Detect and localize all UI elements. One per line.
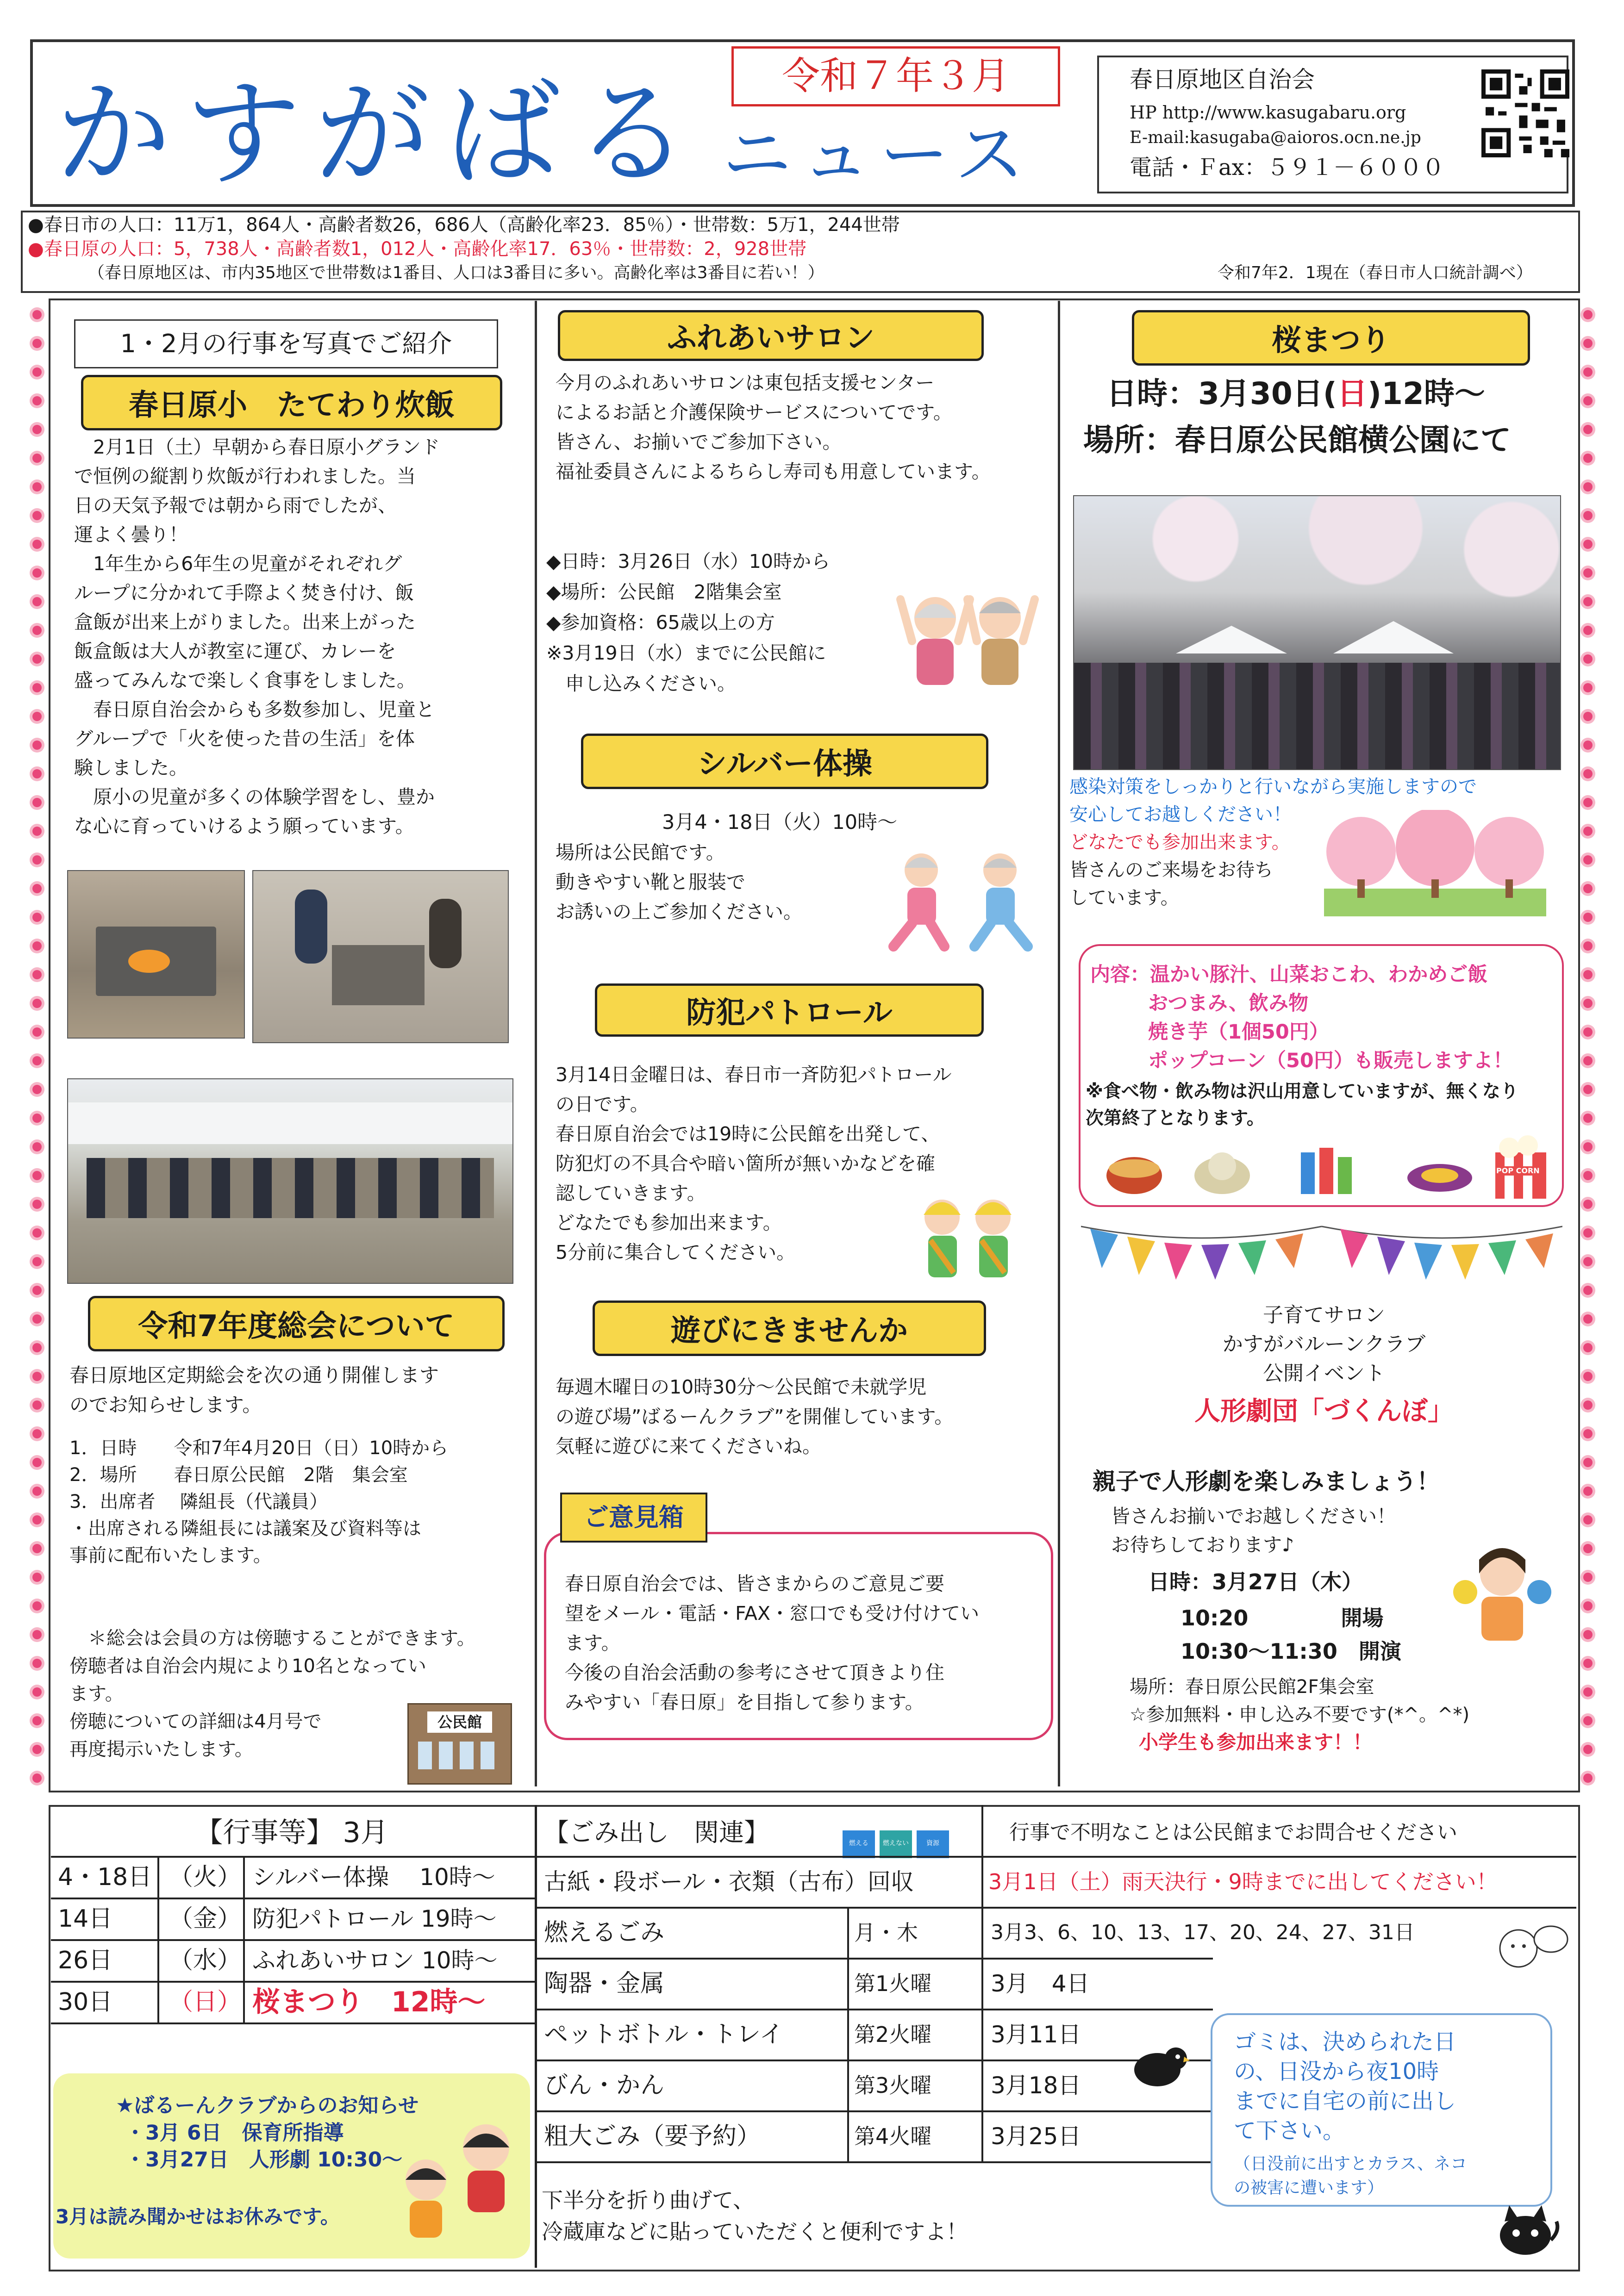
column-divider-left [535, 301, 537, 1786]
masthead-title: かすがばる [56, 67, 704, 201]
kids-event-date: 日時：3月27日（木） [1148, 1569, 1363, 1594]
district-note: （春日原地区は、市内35地区で世帯数は1番目、人口は3番目に多い。高齢化率は3番目に若い！） [88, 263, 824, 282]
sakura-date-suffix: )12時～ [1367, 376, 1485, 411]
sakura-flower-icon [32, 740, 42, 750]
kids-event-place: 場所：春日原公民館2F集会室 ☆参加無料・申し込み不要です(*^。^*) [1130, 1676, 1470, 1725]
sakura-flower-icon [1583, 1056, 1593, 1065]
sakura-flower-icon [32, 1257, 42, 1266]
schedule-event: 防犯パトロール 19時～ [252, 1905, 497, 1932]
garbage-title: 【ごみ出し 関連】 [544, 1818, 769, 1847]
garbage-schedule: 月・木 [854, 1920, 918, 1945]
garbage-item: びん・かん [544, 2072, 665, 2099]
sakura-flower-icon [32, 425, 42, 434]
popcorn-label: POP CORN [1496, 1166, 1540, 1175]
garbage-header-divider [981, 1805, 983, 1856]
garbage-schedule: 第3火曜 [854, 2073, 932, 2098]
sakura-flower-icon [1583, 482, 1593, 492]
sakura-flower-icon [32, 1400, 42, 1410]
sakura-flower-icon [32, 339, 42, 348]
salon-body: 今月のふれあいサロンは東包括支援センター によるお話と介護保険サービスについてです。 皆さん、お揃いでご参加下さい。 福祉委員さんによるちらし寿司も用意しています。 [556, 372, 991, 483]
sakura-flower-icon [32, 1544, 42, 1553]
table-header-divider [51, 1856, 1576, 1858]
schedule-event: ふれあいサロン 10時～ [252, 1947, 498, 1974]
garbage-dates: 3月 4日 [991, 1970, 1090, 1997]
balloon-club-title: ★ばるーんクラブからのお知らせ [116, 2094, 419, 2117]
sakura-flower-icon [1583, 941, 1593, 951]
sakura-flower-icon [1583, 798, 1593, 807]
sakura-flower-icon [32, 884, 42, 893]
sakura-flower-icon [1583, 1200, 1593, 1209]
fold-note: 下半分を折り曲げて、 冷蔵庫などに貼っていただくと便利ですよ！ [542, 2188, 968, 2244]
column-divider-right [1058, 301, 1060, 1786]
schedule-column-divider [157, 1856, 159, 2022]
kids-dancing-icon [389, 2120, 528, 2240]
sakura-flower-icon [1583, 1487, 1593, 1496]
silver-exercise-heading: シルバー体操 [581, 734, 988, 789]
sakura-flower-icon [1583, 597, 1593, 606]
sakura-flower-icon [1583, 1429, 1593, 1438]
sakura-date-prefix: 日時：3月30日( [1106, 376, 1337, 411]
photo-children-cooking [252, 870, 509, 1043]
sakura-flower-icon [32, 1601, 42, 1611]
sakura-flower-icon [1583, 740, 1593, 750]
org-name: 春日原地区自治会 [1130, 66, 1315, 93]
bin-label-burnable: 燃える [849, 1840, 868, 1847]
opinion-body: 春日原自治会では、皆さまからのご意見ご要 望をメール・電話・FAX・窓口でも受け付けてい ます。 今後の自治会活動の参考にさせて頂きより住 みやすい「春日原」を目指して参ります。 [565, 1573, 980, 1713]
city-stats: ●春日市の人口：11万1，864人・高齢者数26，686人（高齢化率23．85％）・世帯数：5万1，244世帯 [28, 214, 900, 236]
kids-event-times: 10:20 開場 10:30～11:30 開演 [1181, 1605, 1401, 1664]
sakura-date-day: 日 [1337, 376, 1368, 411]
garbage-dates: 3月3、6、10、13、17、20、24、27、31日 [991, 1921, 1415, 1944]
garbage-column-divider [981, 1856, 983, 2161]
masthead-subtitle: ニュース [722, 115, 1034, 195]
cherry-blossom-icon [1324, 810, 1546, 916]
sakura-flower-icon [1583, 654, 1593, 664]
sakura-flower-icon [32, 1171, 42, 1180]
sakura-flower-icon [1583, 1085, 1593, 1094]
sakura-flower-icon [1583, 970, 1593, 979]
balloon-club-items: ・3月 6日 保育所指導 ・3月27日 人形劇 10:30～ [125, 2121, 403, 2172]
opinion-heading: ご意見箱 [560, 1493, 707, 1543]
silver-exercise-date: 3月4・18日（火）10時～ [662, 811, 898, 834]
disposal-warning-sub: （日没前に出すとカラス、ネコ の被害に遭います） [1234, 2154, 1468, 2197]
schedule-date: 4・18日 [58, 1863, 152, 1891]
sakura-flower-icon [32, 597, 42, 606]
phone-fax: 電話・Ｆax：５９１－６０００ [1130, 155, 1444, 180]
sakura-flower-icon [32, 769, 42, 778]
sakura-flower-icon [1583, 425, 1593, 434]
balloon-club-note: 3月は読み聞かせはお休みです。 [56, 2205, 340, 2228]
sakura-flower-icon [32, 568, 42, 578]
sakura-flower-icon [32, 999, 42, 1008]
homepage-link[interactable]: HP http://www.kasugabaru.org [1130, 102, 1406, 123]
bin-label-nonburnable: 燃えない [883, 1840, 909, 1847]
sakura-flower-icon [32, 511, 42, 520]
sakura-flower-icon [1583, 339, 1593, 348]
garbage-dates: 3月18日 [991, 2072, 1081, 2099]
kids-catchphrase: 親子で人形劇を楽しみましょう！ [1093, 1468, 1440, 1495]
play-heading: 遊びにきませんか [593, 1300, 986, 1356]
sakura-flower-icon [32, 1314, 42, 1324]
puppet-teacher-icon [1449, 1541, 1555, 1643]
garbage-dates: 3月11日 [991, 2021, 1081, 2048]
sakura-flower-icon [1583, 1257, 1593, 1266]
photo-sakura-festival [1073, 495, 1561, 770]
photo-tent-gathering [67, 1078, 513, 1284]
garbage-column-divider [847, 1907, 849, 2161]
sakura-festival-date [1106, 373, 1485, 415]
sakura-flower-icon [1583, 1515, 1593, 1524]
assembly-heading: 令和7年度総会について [88, 1296, 505, 1351]
kids-event-elementary: 小学生も参加出来ます！！ [1139, 1731, 1373, 1754]
puppet-troupe-name: 人形劇団「づくんぼ」 [1194, 1396, 1454, 1426]
sakura-flower-icon [1583, 1142, 1593, 1151]
schedule-day: （金） [169, 1905, 242, 1933]
email-link[interactable]: E-mail:kasugaba@aioros.ocn.ne.jp [1130, 128, 1421, 147]
schedule-column-divider [243, 1856, 245, 2022]
sakura-flower-icon [1583, 683, 1593, 692]
schedule-row-divider [51, 2022, 535, 2024]
schedule-date: 26日 [58, 1947, 113, 1974]
sakura-flower-icon [32, 482, 42, 492]
assembly-items: 1．日時 令和7年4月20日（日）10時から 2．場所 春日原公民館 2階 集会室 3．出席者 隣組長（代議員） ・出席される隣組長には議案及び資料等は 事前に配布いたします。 [69, 1437, 449, 1566]
sakura-festival-heading: 桜まつり [1132, 310, 1530, 366]
sakura-flower-icon [1583, 396, 1593, 405]
sakura-flower-icon [32, 396, 42, 405]
garbage-schedule: 第4火曜 [854, 2124, 932, 2149]
sakura-flower-icon [1583, 1458, 1593, 1467]
schedule-date: 30日 [58, 1988, 113, 2016]
sakura-flower-icon [1583, 1314, 1593, 1324]
sakura-flower-icon [32, 367, 42, 377]
sakura-flower-icon [32, 1343, 42, 1352]
sakura-flower-icon [32, 1114, 42, 1123]
schedule-event: 桜まつり 12時～ [252, 1986, 486, 2018]
seniors-cheering-icon [893, 581, 1042, 687]
qr-code-icon [1481, 69, 1569, 157]
menu-line-1: 内容：温かい豚汁、山菜おこわ、わかめご飯 [1090, 963, 1488, 986]
cat-icon [1495, 2203, 1560, 2259]
sakura-flower-icon [32, 1085, 42, 1094]
schedule-day: （日） [169, 1988, 242, 2016]
sakura-flower-icon [32, 798, 42, 807]
garbage-row-divider [537, 2161, 1213, 2163]
community-hall-sign: 公民館 [427, 1711, 492, 1733]
community-hall-icon [407, 1703, 512, 1785]
assembly-intro: 春日原地区定期総会を次の通り開催します のでお知らせします。 [69, 1364, 439, 1416]
kasugabaru-stats: ●春日原の人口：5，738人・高齢者数1，012人・高齢化率17．63％・世帯数：2，928世帯 [28, 238, 807, 260]
table-center-divider [535, 1805, 537, 2268]
garbage-item: 陶器・金属 [544, 1970, 665, 1997]
salon-details: ◆日時：3月26日（水）10時から ◆場所：公民館 2階集会室 ◆参加資格：65歳以上の方 ※3月19日（水）までに公民館に 申し込みください。 [546, 550, 830, 695]
schedule-day: （火） [169, 1863, 242, 1891]
sakura-flower-icon [32, 1773, 42, 1783]
sakura-flower-icon [1583, 827, 1593, 836]
garbage-schedule: 第2火曜 [854, 2022, 932, 2047]
sakura-flower-icon [32, 1487, 42, 1496]
inquiry-note: 行事で不明なことは公民館までお問合せください [1009, 1821, 1457, 1844]
menu-line-4: ポップコーン（50円）も販売しますよ！ [1148, 1049, 1513, 1072]
school-event-heading: 春日原小 たてわり炊飯 [81, 375, 502, 430]
sakura-flower-icon [32, 1630, 42, 1639]
sakura-flower-icon [32, 310, 42, 319]
sakura-flower-icon [1583, 568, 1593, 578]
bin-label-resource: 資源 [926, 1840, 939, 1847]
issue-date: 令和７年３月 [731, 46, 1060, 106]
sakura-flower-icon [1583, 1687, 1593, 1697]
sakura-flower-icon [1583, 310, 1593, 319]
garbage-row-divider [537, 2060, 1213, 2061]
menu-line-2: おつまみ、飲み物 [1148, 992, 1309, 1015]
garbage-schedule: 第1火曜 [854, 1971, 932, 1996]
sakura-flower-icon [32, 1659, 42, 1668]
intro-heading: 1・2月の行事を写真でご紹介 [74, 319, 498, 368]
disposal-warning: ゴミは、決められた日 の、日没から夜10時 までに自宅の前に出し て下さい。 [1234, 2029, 1456, 2144]
schedule-day: （水） [169, 1947, 242, 1974]
garbage-row-divider [537, 2009, 1213, 2010]
patrol-body: 3月14日金曜日は、春日市一斉防犯パトロール の日です。 春日原自治会では19時に公民館を出発して、 防犯灯の不具合や暗い箇所が無いかなどを確 認していきます。 どなたでも参加出来ます。 5分前に集合してください。 [556, 1064, 952, 1263]
sakura-flower-icon [32, 1200, 42, 1209]
assembly-note: ＊総会は会員の方は傍聴することができます。 傍聴者は自治会内規により10名となってい ます。 傍聴についての詳細は4月号で 再度掲示いたします。 [69, 1628, 475, 1760]
kids-invitation: 皆さんお揃いでお越しください！ お待ちしております♪ [1111, 1505, 1396, 1556]
sakura-notice-welcome: 皆さんのご来場をお待ち しています。 [1069, 859, 1273, 908]
sakura-flower-icon [1583, 1573, 1593, 1582]
sakura-flower-icon [32, 1228, 42, 1238]
sakura-flower-icon [1583, 540, 1593, 549]
sakura-flower-icon [1583, 1171, 1593, 1180]
sakura-flower-icon [1583, 626, 1593, 635]
sakura-flower-icon [32, 654, 42, 664]
sakura-flower-icon [32, 1458, 42, 1467]
sakura-flower-icon [32, 970, 42, 979]
kids-salon-title: 子育てサロン かすがバルーンクラブ 公開イベント [1222, 1303, 1426, 1385]
patrol-heading: 防犯パトロール [595, 983, 984, 1037]
sakura-flower-icon [32, 1056, 42, 1065]
garbage-item: 燃えるごみ [544, 1919, 665, 1947]
garbage-item: 古紙・段ボール・衣類（古布）回収 [544, 1868, 914, 1895]
sakura-flower-icon [32, 855, 42, 865]
sakura-flower-icon [32, 1687, 42, 1697]
sakura-flower-icon [1583, 1630, 1593, 1639]
sakura-flower-icon [32, 1515, 42, 1524]
sakura-flower-icon [1583, 1659, 1593, 1668]
sakura-flower-icon [1583, 884, 1593, 893]
patrol-children-icon [907, 1189, 1028, 1296]
sakura-flower-icon [32, 454, 42, 463]
sakura-festival-place: 場所：春日原公民館横公園にて [1083, 422, 1511, 458]
sakura-flower-icon [1583, 1027, 1593, 1037]
sakura-flower-icon [32, 1429, 42, 1438]
sakura-flower-icon [32, 1372, 42, 1381]
festival-food-icons [1106, 1134, 1551, 1199]
sakura-flower-icon [32, 683, 42, 692]
menu-line-3: 焼き芋（1個50円） [1148, 1020, 1329, 1044]
sakura-flower-icon [1583, 1773, 1593, 1783]
garbage-item: ペットボトル・トレイ [544, 2021, 784, 2048]
sakura-flower-icon [1583, 769, 1593, 778]
sakura-flower-icon [1583, 1601, 1593, 1611]
sakura-flower-icon [32, 1027, 42, 1037]
sakura-flower-icon [32, 1745, 42, 1754]
sakura-flower-icon [1583, 1544, 1593, 1553]
garbage-bins-icon [843, 1817, 954, 1858]
crow-icon [1125, 2041, 1190, 2092]
sakura-flower-icon [32, 827, 42, 836]
sakura-flower-icon [1583, 1400, 1593, 1410]
sakura-flower-icon [32, 540, 42, 549]
sakura-flower-icon [1583, 712, 1593, 721]
sakura-flower-icon [1583, 913, 1593, 922]
garbage-row-divider [537, 1958, 1213, 1960]
schedule-date: 14日 [58, 1905, 113, 1933]
sakura-flower-icon [32, 626, 42, 635]
menu-note: ※食べ物・飲み物は沢山用意していますが、無くなり 次第終了となります。 [1086, 1081, 1518, 1129]
garbage-row-divider [537, 2110, 1213, 2112]
sakura-flower-icon [1583, 1228, 1593, 1238]
sakura-flower-icon [1583, 454, 1593, 463]
salon-heading: ふれあいサロン [558, 310, 984, 361]
garbage-dates: 3月1日（土）雨天決行・9時までに出してください！ [988, 1869, 1498, 1894]
sakura-flower-icon [1583, 855, 1593, 865]
sakura-flower-icon [1583, 1114, 1593, 1123]
sakura-flower-icon [1583, 1745, 1593, 1754]
garbage-row-divider [537, 1907, 1576, 1909]
sakura-flower-icon [1583, 1716, 1593, 1725]
sakura-notice-open: どなたでも参加出来ます。 [1069, 832, 1290, 853]
stats-source: 令和7年2．1現在（春日市人口統計調べ） [1218, 263, 1533, 282]
silver-exercise-body: 場所は公民館です。 動きやすい靴と服装で お誘いの上ご参加ください。 [556, 841, 802, 923]
sakura-flower-icon [32, 1716, 42, 1725]
sakura-flower-icon [32, 1286, 42, 1295]
sakura-flower-icon [1583, 1372, 1593, 1381]
sakura-flower-icon [1583, 367, 1593, 377]
bunting-flags-icon [1081, 1217, 1562, 1291]
sakura-flower-icon [32, 712, 42, 721]
photo-cooking-stove [67, 870, 245, 1039]
school-event-body: 2月1日（土）早朝から春日原小グランド で恒例の縦割り炊飯が行われました。当 日の天気予報では朝から雨でしたが、 運よく曇り！ 1年生から6年生の児童がそれぞれグ ループに分かれて手際よく焚き付け、飯 盒飯が出来上がりました。出来上がった 飯盒飯は大人が教室に運び、カレーを 盛ってみんなで楽しく食事をしました。 春日原自治会からも多数参加し、児童と グループで「火を使った昔の生活」を体 験しました。 原小の児童が多くの体験学習をし、豊か な心に育っていけるよう願っています。 [74, 436, 440, 837]
sakura-flower-icon [32, 1142, 42, 1151]
sakura-flower-icon [1583, 1286, 1593, 1295]
schedule-title: 【行事等】 3月 [195, 1817, 388, 1849]
sakura-flower-icon [1583, 999, 1593, 1008]
sakura-flower-icon [1583, 1343, 1593, 1352]
seniors-exercising-icon [875, 847, 1051, 953]
sakura-flower-icon [32, 913, 42, 922]
garbage-item: 粗大ごみ（要予約） [544, 2122, 761, 2150]
sakura-notice-safety: 感染対策をしっかりと行いながら実施しますので 安心してお越しください！ [1069, 776, 1477, 825]
sakura-flower-icon [32, 941, 42, 951]
garbage-dates: 3月25日 [991, 2123, 1081, 2150]
sakura-flower-icon [32, 1573, 42, 1582]
sakura-flower-icon [1583, 511, 1593, 520]
play-body: 毎週木曜日の10時30分～公民館で未就学児 の遊び場”ばるーんクラブ”を開催しています。 気軽に遊びに来てくださいね。 [556, 1376, 954, 1457]
schedule-event: シルバー体操 10時～ [252, 1864, 495, 1891]
thinking-person-icon [1491, 1921, 1569, 1985]
